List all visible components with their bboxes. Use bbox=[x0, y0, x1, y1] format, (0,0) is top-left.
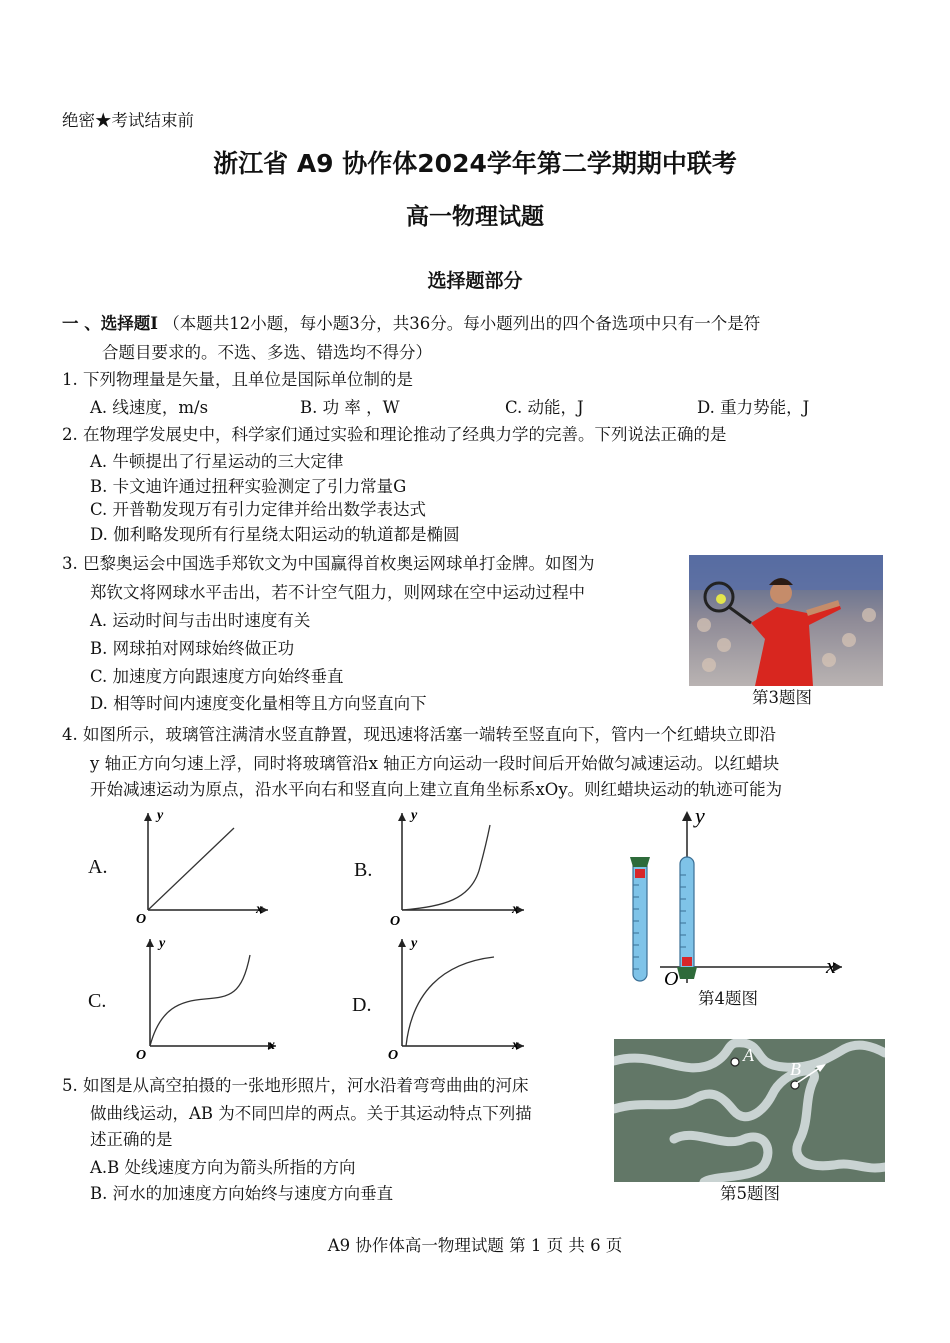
graph-c-y-label: y bbox=[159, 936, 166, 951]
q3-stem-line2: 郑钦文将网球水平击出，若不计空气阻力，则网球在空中运动过程中 bbox=[90, 583, 585, 602]
tube-figure-x-label: x bbox=[826, 953, 836, 978]
q3-option-b: B. 网球拍对网球始终做正功 bbox=[90, 639, 295, 658]
q3-option-a: A. 运动时间与击出时速度有关 bbox=[90, 611, 311, 630]
graph-c-x-label: x bbox=[268, 1038, 275, 1053]
q2-option-b: B. 卡文迪许通过扭秤实验测定了引力常量G bbox=[90, 477, 407, 496]
q1-option-b: B. 功 率 ，W bbox=[300, 398, 400, 417]
q4-choice-a-label: A. bbox=[88, 856, 108, 878]
q2-stem: 2. 在物理学发展史中，科学家们通过实验和理论推动了经典力学的完善。下列说法正确的是 bbox=[62, 425, 727, 444]
graph-d bbox=[382, 933, 532, 1061]
graph-c bbox=[130, 933, 280, 1061]
graph-c-curve bbox=[150, 955, 250, 1046]
confidential-note: 绝密★考试结束前 bbox=[62, 111, 194, 130]
graph-c-origin-label: O bbox=[136, 1048, 147, 1061]
q1-option-c: C. 动能，J bbox=[505, 398, 584, 417]
q4-stem-line3: 开始减速运动为原点，沿水平向右和竖直向上建立直角坐标系xOy。则红蜡块运动的轨迹可能为 bbox=[90, 780, 783, 799]
instructions-line2: 合题目要求的。不选、多选、错选均不得分） bbox=[102, 343, 432, 362]
instructions-label: 一 、选择题I bbox=[62, 314, 158, 333]
q1-option-a: A. 线速度，m/s bbox=[90, 398, 209, 417]
point-b-label: B bbox=[790, 1059, 801, 1079]
section-heading: 选择题部分 bbox=[427, 270, 523, 292]
wax-block-left bbox=[635, 869, 645, 878]
graph-a-origin-label: O bbox=[136, 912, 147, 927]
q3-option-d: D. 相等时间内速度变化量相等且方向竖直向下 bbox=[90, 694, 427, 713]
q5-figure-caption: 第5题图 bbox=[720, 1184, 780, 1203]
wax-block-right bbox=[682, 957, 692, 966]
q5-option-a: A.B 处线速度方向为箭头所指的方向 bbox=[90, 1158, 356, 1177]
graph-a-x-label: x bbox=[256, 902, 263, 917]
page-footer: A9 协作体高一物理试题 第 1 页 共 6 页 bbox=[327, 1236, 623, 1255]
q4-choice-c-label: C. bbox=[88, 990, 107, 1012]
exam-title: 浙江省 A9 协作体2024学年第二学期期中联考 bbox=[213, 149, 737, 178]
q5-stem-line2: 做曲线运动，AB 为不同凹岸的两点。关于其运动特点下列描 bbox=[90, 1104, 532, 1123]
instructions-line1 bbox=[62, 314, 760, 334]
q2-option-d: D. 伽利略发现所有行星绕太阳运动的轨道都是椭圆 bbox=[90, 525, 460, 544]
graph-a bbox=[128, 805, 278, 930]
graph-d-y-label: y bbox=[411, 936, 418, 951]
graph-d-curve bbox=[406, 957, 494, 1046]
instructions-text: （本题共12小题，每小题3分，共36分。每小题列出的四个备选项中只有一个是符 bbox=[163, 314, 761, 333]
tennis-player-photo bbox=[689, 555, 883, 686]
piston-right bbox=[677, 967, 697, 979]
q4-choice-d-label: D. bbox=[352, 994, 372, 1016]
q4-figure-caption: 第4题图 bbox=[698, 989, 758, 1008]
point-a-marker bbox=[731, 1058, 739, 1066]
q1-stem: 1. 下列物理量是矢量，且单位是国际单位制的是 bbox=[62, 370, 413, 389]
glass-tube-figure bbox=[620, 805, 850, 990]
point-a-label: A bbox=[743, 1045, 754, 1065]
graph-a-y-label: y bbox=[157, 808, 164, 823]
q2-option-c: C. 开普勒发现万有引力定律并给出数学表达式 bbox=[90, 500, 427, 519]
q5-option-b: B. 河水的加速度方向始终与速度方向垂直 bbox=[90, 1184, 394, 1203]
graph-b-origin-label: O bbox=[390, 914, 401, 929]
graph-d-x-label: x bbox=[512, 1038, 519, 1053]
graph-a-curve bbox=[148, 828, 234, 910]
q3-figure-caption: 第3题图 bbox=[752, 688, 812, 707]
river-photo bbox=[614, 1039, 885, 1182]
q5-stem-line3: 述正确的是 bbox=[90, 1130, 173, 1149]
q3-stem-line1: 3. 巴黎奥运会中国选手郑钦文为中国赢得首枚奥运网球单打金牌。如图为 bbox=[62, 554, 595, 573]
piston-left bbox=[630, 857, 650, 867]
tube-right bbox=[680, 857, 694, 973]
tube-figure-origin-label: O bbox=[664, 968, 679, 990]
tube-figure-y-label: y bbox=[695, 805, 705, 828]
graph-b bbox=[382, 805, 532, 930]
q5-stem-line1: 5. 如图是从高空拍摄的一张地形照片，河水沿着弯弯曲曲的河床 bbox=[62, 1076, 529, 1095]
graph-b-y-label: y bbox=[411, 808, 418, 823]
q4-stem-line2: y 轴正方向匀速上浮，同时将玻璃管沿x 轴正方向运动一段时间后开始做匀减速运动。以红蜡块 bbox=[90, 754, 780, 773]
exam-subtitle: 高一物理试题 bbox=[406, 204, 544, 230]
graph-b-x-label: x bbox=[512, 902, 519, 917]
q4-stem-line1: 4. 如图所示，玻璃管注满清水竖直静置，现迅速将活塞一端转至竖直向下，管内一个红蜡块立即沿 bbox=[62, 725, 776, 744]
q3-option-c: C. 加速度方向跟速度方向始终垂直 bbox=[90, 667, 344, 686]
q2-option-a: A. 牛顿提出了行星运动的三大定律 bbox=[90, 452, 344, 471]
graph-b-curve bbox=[402, 825, 490, 910]
graph-d-origin-label: O bbox=[388, 1048, 399, 1061]
q4-choice-b-label: B. bbox=[354, 859, 373, 881]
q1-option-d: D. 重力势能，J bbox=[697, 398, 810, 417]
